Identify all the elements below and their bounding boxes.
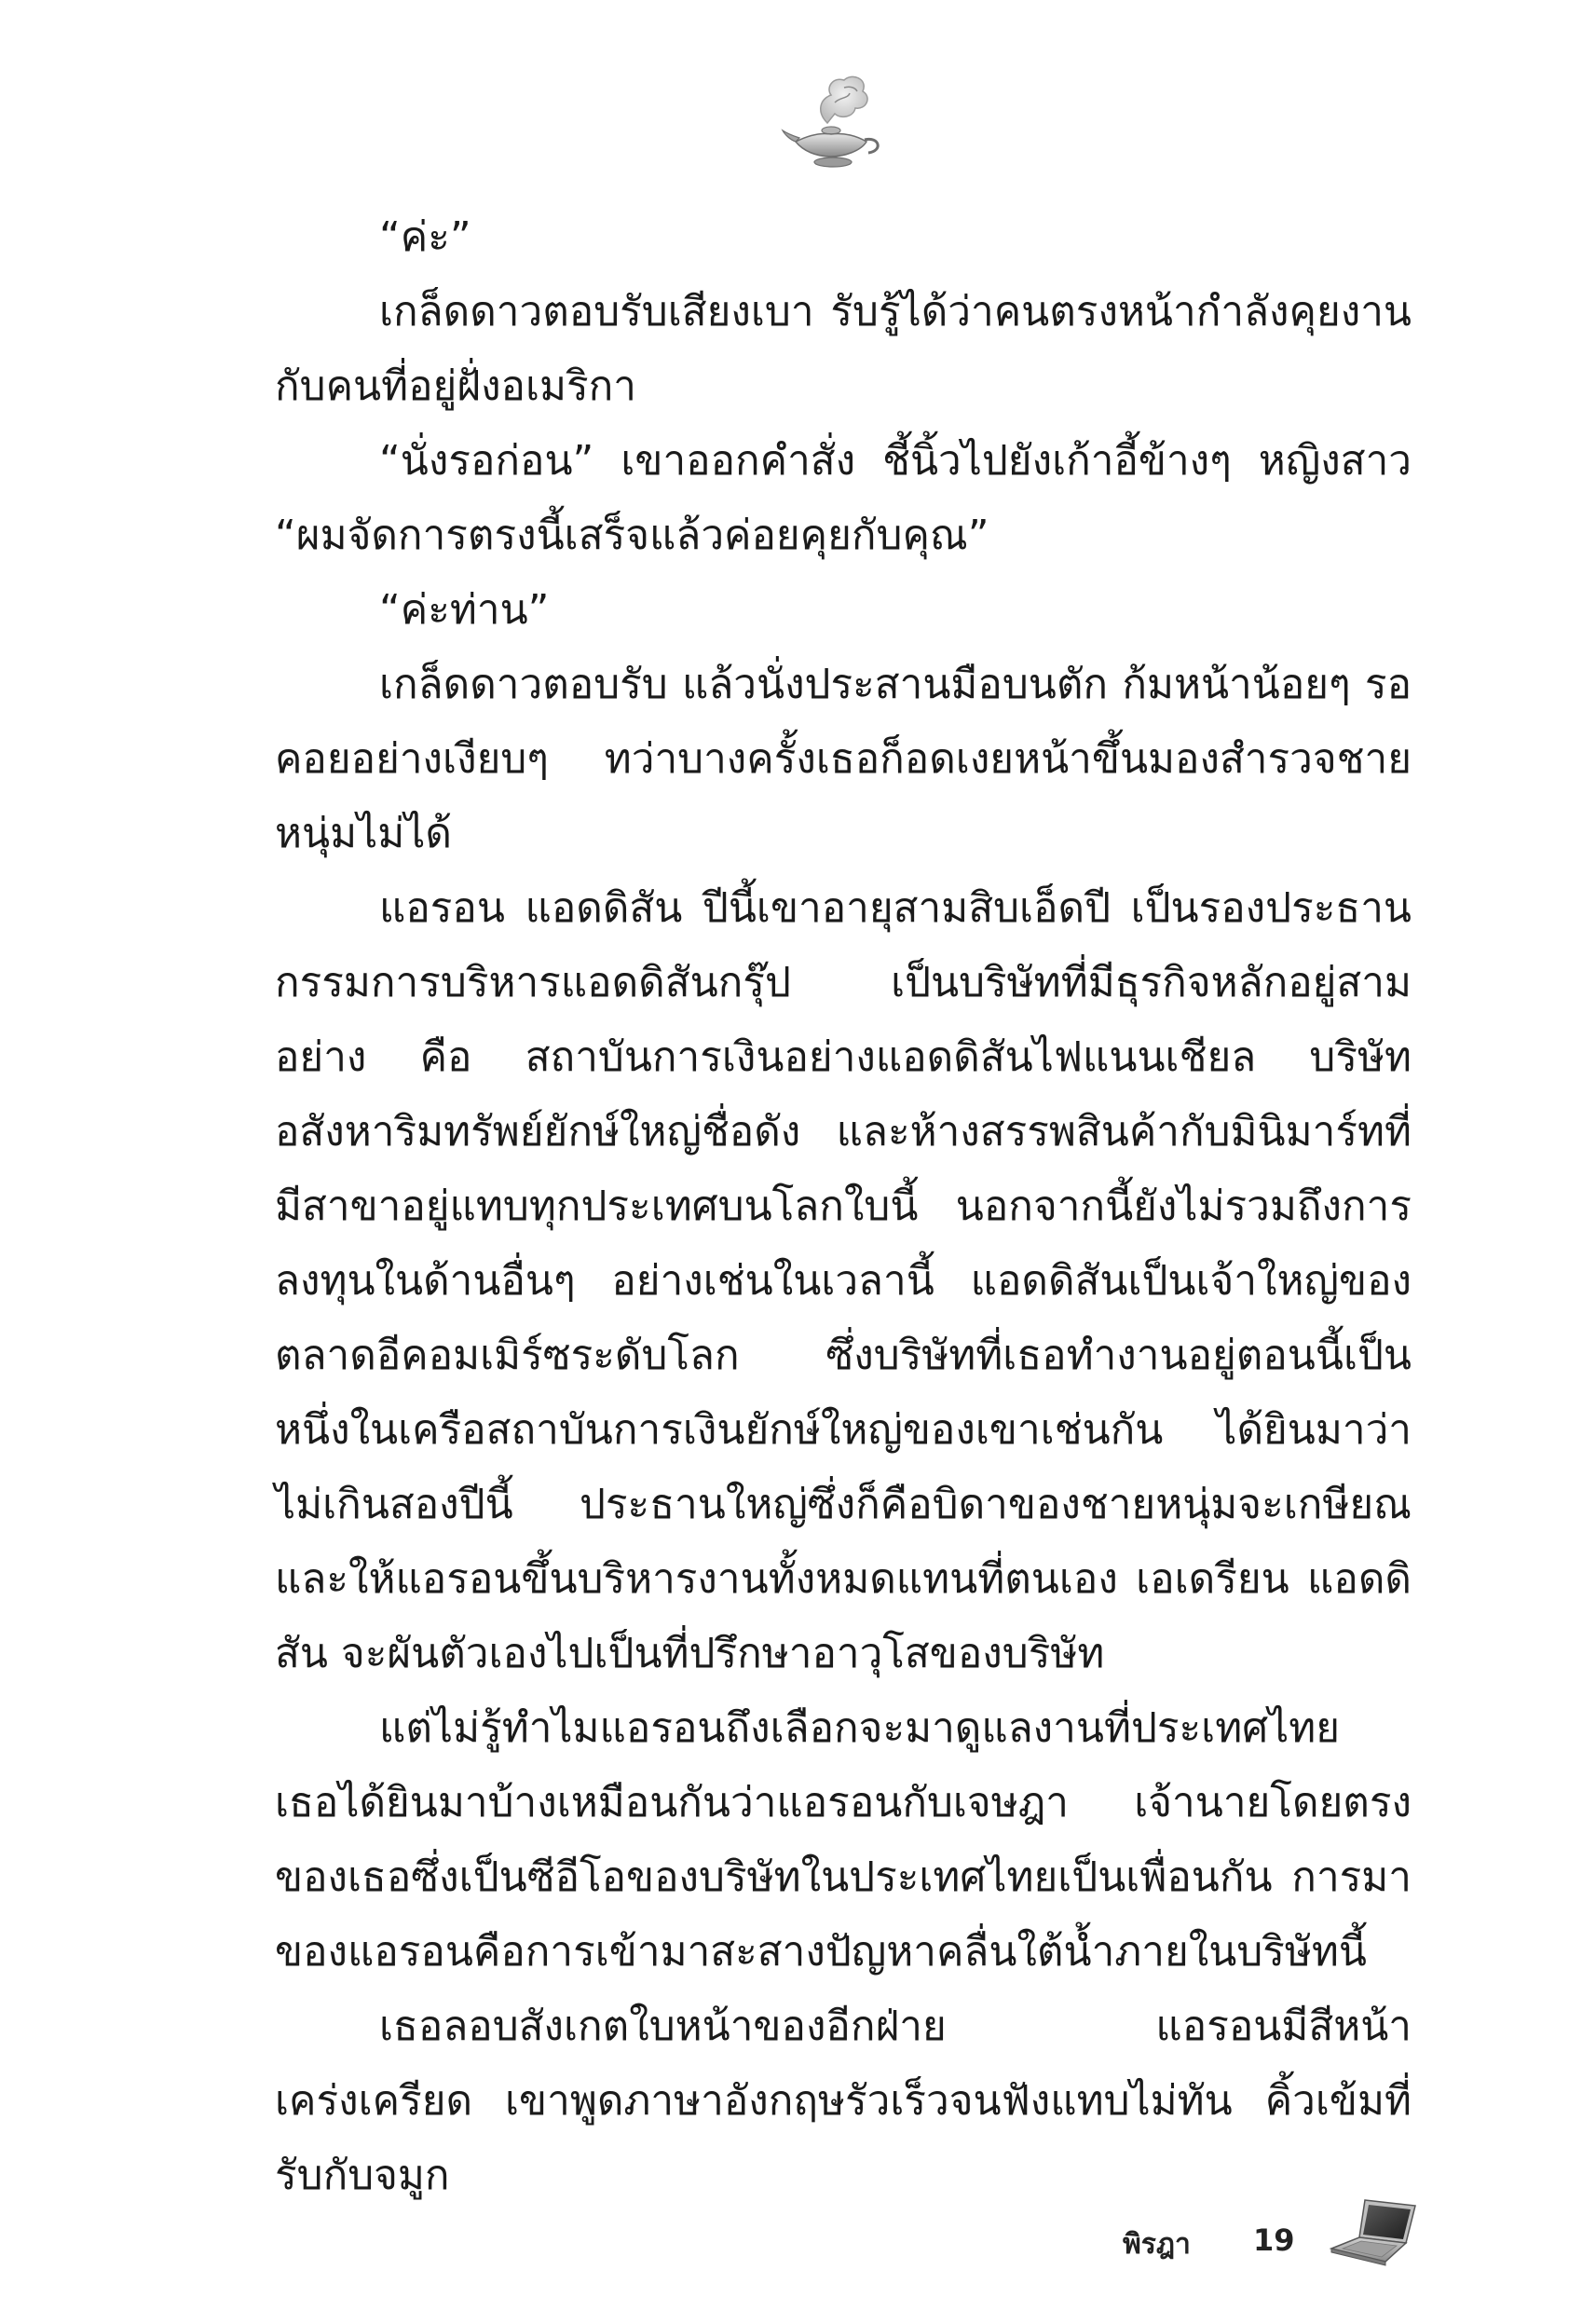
page-footer: [1099, 2195, 1435, 2278]
magic-lamp-icon: [779, 65, 891, 177]
paragraph: “ค่ะท่าน”: [379, 586, 550, 634]
paragraph: แต่ไม่รู้ทำไมแอรอนถึงเลือกจะมาดูแลงานที่ประเทศไทย เธอได้ยินมาบ้างเหมือนกันว่าแอรอนกับเจษฎา เจ้านายโดยตรงของเธอซึ่งเป็นซีอีโอของบริษัทในประเทศไทยเป็นเพื่อนกัน การมาของแอรอนคือการเข้ามาสะสางปัญหาคลื่นใต้น้ำภายในบริษัทนี้: [275, 1704, 1412, 1976]
paragraph: เธอลอบสังเกตใบหน้าของอีกฝ่าย แอรอนมีสีหน้าเคร่งเครียด เขาพูดภาษาอังกฤษรัวเร็วจนฟังแทบไม่ทัน คิ้วเข้มที่รับกับจมูก: [275, 2003, 1412, 2199]
paragraph: แอรอน แอดดิสัน ปีนี้เขาอายุสามสิบเอ็ดปี เป็นรองประธานกรรมการบริหารแอดดิสันกรุ๊ป เป็นบริษัทที่มีธุรกิจหลักอยู่สามอย่าง คือ สถาบันการเงินอย่างแอดดิสันไฟแนนเชียล บริษัทอสังหาริมทรัพย์ยักษ์ใหญ่ชื่อดัง และห้างสรรพสินค้ากับมินิมาร์ทที่มีสาขาอยู่แทบทุกประเทศบนโลกใบนี้ นอกจากนี้ยังไม่รวมถึงการลงทุนในด้านอื่นๆ อย่างเช่นในเวลานี้ แอดดิสันเป็นเจ้าใหญ่ของตลาดอีคอมเมิร์ซระดับโลก ซึ่งบริษัทที่เธอทำงานอยู่ตอนนี้เป็นหนึ่งในเครือสถาบันการเงินยักษ์ใหญ่ของเขาเช่นกัน ได้ยินมาว่าไม่เกินสองปีนี้ ประธานใหญ่ซึ่งก็คือบิดาของชายหนุ่มจะเกษียณและให้แอรอนขึ้นบริหารงานทั้งหมดแทนที่ตนเอง เอเดรียน แอดดิสัน จะผันตัวเองไปเป็นที่ปรึกษาอาวุโสของบริษัท: [275, 884, 1412, 1677]
page-number: 19: [1253, 2222, 1295, 2258]
paragraph: “นั่งรอก่อน” เขาออกคำสั่ง ชี้นิ้วไปยังเก้าอี้ข้างๆ หญิงสาว “ผมจัดการตรงนี้เสร็จแล้วค่อยคุยกับคุณ”: [275, 437, 1412, 559]
laptop-icon: [1328, 2196, 1421, 2271]
paragraph: เกล็ดดาวตอบรับ แล้วนั่งประสานมือบนตัก ก้มหน้าน้อยๆ รอคอยอย่างเงียบๆ ทว่าบางครั้งเธอก็อดเงยหน้าขึ้นมองสำรวจชายหนุ่มไม่ได้: [275, 661, 1412, 857]
paragraph: เกล็ดดาวตอบรับเสียงเบา รับรู้ได้ว่าคนตรงหน้ากำลังคุยงานกับคนที่อยู่ฝั่งอเมริกา: [275, 288, 1412, 410]
body-text: [275, 200, 1412, 2213]
paragraph: “ค่ะ”: [379, 213, 471, 261]
book-title: พิรฎา: [1123, 2228, 1191, 2261]
